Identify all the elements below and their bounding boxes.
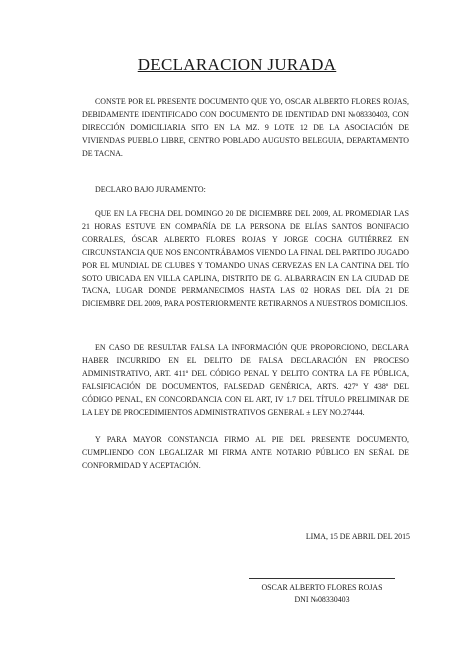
signature-id: DNI №08330403	[294, 595, 350, 604]
signature-line	[249, 578, 395, 579]
signature-name: OSCAR ALBERTO FLORES ROJAS	[261, 583, 383, 592]
paragraph-oath: DECLARO BAJO JURAMENTO:	[95, 185, 206, 194]
paragraph-closing: Y PARA MAYOR CONSTANCIA FIRMO AL PIE DEL PRESENTE DOCUMENTO, CUMPLIENDO CON LEGALIZAR MI FIRMA ANTE NOTARIO PÚBLICO EN SEÑAL DE CONFORMIDAD Y ACEPTACIÓN.	[82, 435, 409, 470]
paragraph-legal-notice: EN CASO DE RESULTAR FALSA LA INFORMACIÓN QUE PROPORCIONO, DECLARA HABER INCURRIDO EN EL DELITO DE FALSA DECLARACIÓN EN PROCESO ADMINISTRATIVO, ART. 411º DEL CÓDIGO PENAL Y DELITO CONTRA LA FE PÚBLICA, FALSIFICACIÓN DE DOCUMENTOS, FALSEDAD GENÉRICA, ARTS. 427º Y 438º DEL CÓDIGO PENAL, EN CONCORDANCIA CON EL ART, IV 1.7 DEL TÍTULO PRELIMINAR DE LA LEY DE PROCEDIMIENTOS ADMINISTRATIVOS GENERAL ± LEY NO.27444.	[82, 343, 409, 417]
paragraph-declaration: QUE EN LA FECHA DEL DOMINGO 20 DE DICIEMBRE DEL 2009, AL PROMEDIAR LAS 21 HORAS ESTUVE EN COMPAÑÍA DE LA PERSONA DE ELÍAS SANTOS BONIFACIO CORRALES, ÓSCAR ALBERTO FLORES ROJAS Y JORGE COCHA GUTIÉRREZ EN CIRCUNSTANCIA QUE NOS ENCONTRÁBAMOS VIENDO LA FINAL DEL PARTIDO JUGADO POR EL MUNDIAL DE CLUBES Y TOMANDO UNAS CERVEZAS EN LA CANTINA DEL TÍO SOTO UBICADA EN VILLA CAPLINA, DISTRITO DE G. ALBARRACIN EN LA CIUDAD DE TACNA, LUGAR DONDE PERMANECIMOS HASTA LAS 02 HORAS DEL DÍA 21 DE DICIEMBRE DEL 2009, PARA POSTERIORMENTE RETIRARNOS A NUESTROS DOMICILIOS.	[82, 209, 409, 309]
paragraph-identification: CONSTE POR EL PRESENTE DOCUMENTO QUE YO, OSCAR ALBERTO FLORES ROJAS, DEBIDAMENTE IDENTIFICADO CON DOCUMENTO DE IDENTIDAD DNI №08330403, CON DIRECCIÓN DOMICILIARIA SITO EN LA MZ. 9 LOTE 12 DE LA ASOCIACIÓN DE VIVIENDAS PUEBLO LIBRE, CENTRO POBLADO AUGUSTO BELEGUIA, DEPARTAMENTO DE TACNA.	[82, 97, 409, 158]
document-title: DECLARACION JURADA	[137, 55, 337, 74]
date-line: LIMA, 15 DE ABRIL DEL 2015	[305, 532, 410, 541]
